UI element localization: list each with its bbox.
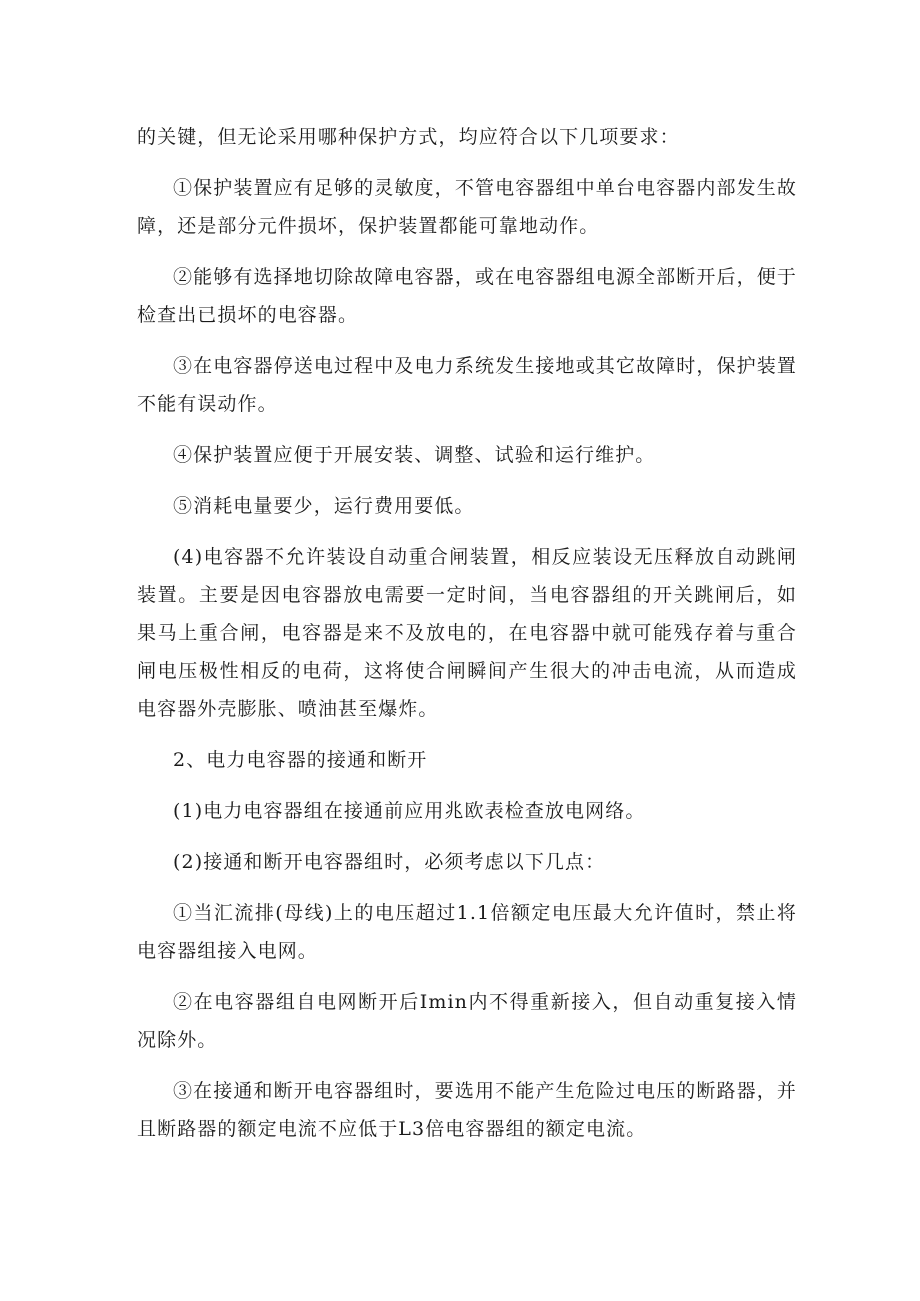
paragraph-2: ①保护装置应有足够的灵敏度，不管电容器组中单台电容器内部发生故障，还是部分元件损坏，保护装置都能可靠地动作。	[137, 177, 797, 237]
paragraph-3: ②能够有选择地切除故障电容器，或在电容器组电源全部断开后，便于检查出已损坏的电容器。	[137, 266, 797, 326]
paragraph-5: ④保护装置应便于开展安装、调整、试验和运行维护。	[173, 444, 656, 466]
paragraph-9: (1)电力电容器组在接通前应用兆欧表检查放电网络。	[173, 800, 646, 822]
paragraph-4: ③在电容器停送电过程中及电力系统发生接地或其它故障时，保护装置不能有误动作。	[137, 355, 797, 415]
paragraph-12: ②在电容器组自电网断开后Imin内不得重新接入，但自动重复接入情况除外。	[137, 991, 797, 1051]
paragraph-1: 的关键，但无论采用哪种保护方式，均应符合以下几项要求：	[137, 126, 680, 148]
paragraph-10: (2)接通和断开电容器组时，必须考虑以下几点：	[173, 851, 606, 873]
paragraph-11: ①当汇流排(母线)上的电压超过1.1倍额定电压最大允许值时，禁止将电容器组接入电网。	[137, 902, 797, 962]
paragraph-6: ⑤消耗电量要少，运行费用要低。	[173, 495, 475, 517]
document-body	[137, 118, 797, 1161]
paragraph-13: ③在接通和断开电容器组时，要选用不能产生危险过电压的断路器，并且断路器的额定电流不应低于L3倍电容器组的额定电流。	[137, 1080, 797, 1140]
section-heading: 2、电力电容器的接通和断开	[173, 749, 428, 771]
paragraph-7: (4)电容器不允许装设自动重合闸装置，相反应装设无压释放自动跳闸装置。主要是因电容器放电需要一定时间，当电容器组的开关跳闸后，如果马上重合闸，电容器是来不及放电的，在电容器中就可能残存着与重合闸电压极性相反的电荷，这将使合闸瞬间产生很大的冲击电流，从而造成电容器外壳膨胀、喷油甚至爆炸。	[137, 546, 797, 720]
